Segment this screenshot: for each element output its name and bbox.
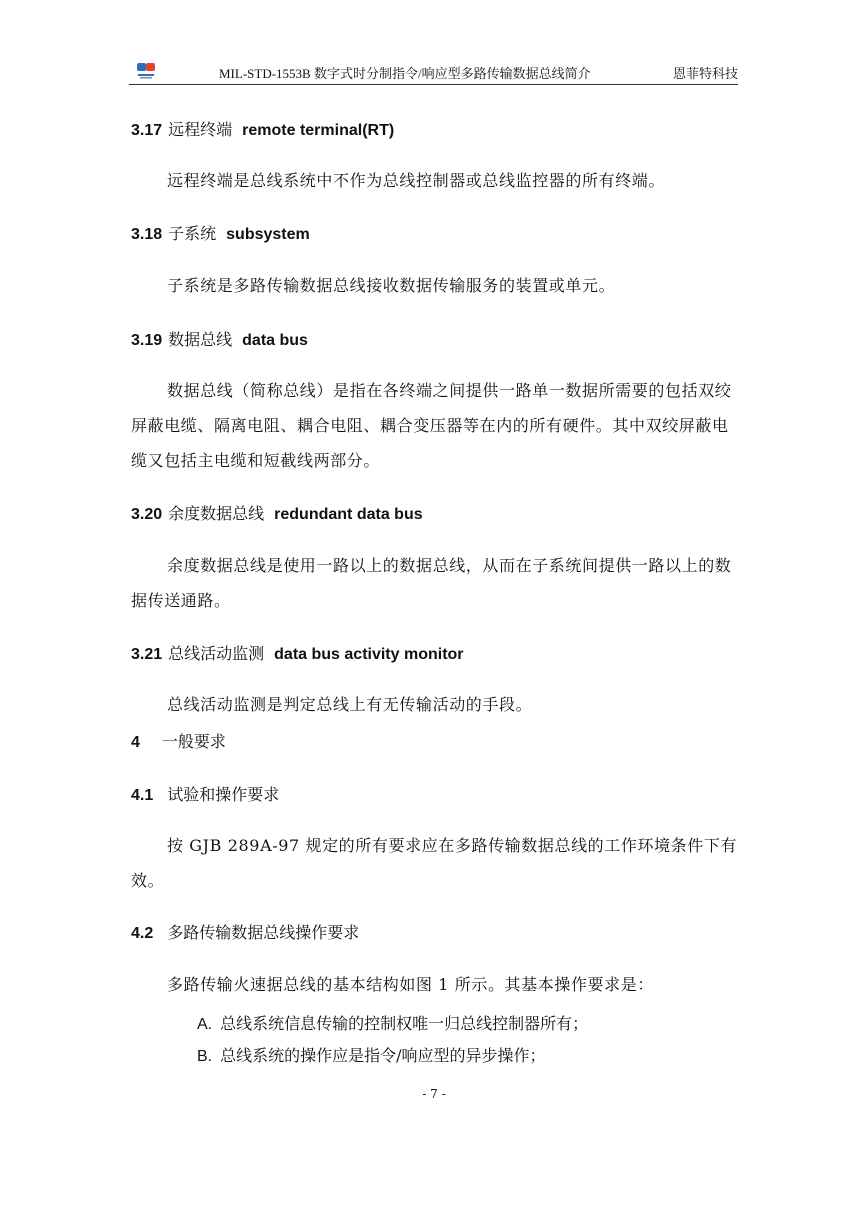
- section-title-en: subsystem: [226, 226, 310, 243]
- list-item-text: 总线系统的操作应是指令/响应型的异步操作；: [220, 1046, 546, 1065]
- header-company: 恩菲特科技: [672, 67, 738, 82]
- section-title-zh: 数据总线: [168, 330, 233, 349]
- section-number: 4: [131, 734, 140, 751]
- page-number: - 7 -: [422, 1087, 446, 1101]
- section-number: 3.20: [131, 506, 163, 523]
- section-heading-3-20: [131, 501, 741, 524]
- section-title-zh: 远程终端: [168, 120, 233, 139]
- section-paragraph-4-1: 按 GJB 289A-97 规定的所有要求应在多路传输数据总线的工作环境条件下有效。: [131, 836, 738, 890]
- section-number: 4.2: [131, 925, 154, 942]
- section-heading-4-1: [131, 782, 741, 805]
- section-title-en: remote terminal(RT): [242, 122, 395, 139]
- section-title-zh: 多路传输数据总线操作要求: [167, 923, 360, 942]
- section-title-zh: 试验和操作要求: [167, 785, 280, 804]
- section-paragraph-3-17: 远程终端是总线系统中不作为总线控制器或总线监控器的所有终端。: [167, 171, 666, 190]
- list-item-text: 总线系统信息传输的控制权唯一归总线控制器所有；: [220, 1014, 589, 1033]
- section-number: 3.18: [131, 226, 163, 243]
- section-paragraph-3-19: 数据总线（简称总线）是指在各终端之间提供一路单一数据所需要的包括双绞屏蔽电缆、隔离电阻、耦合电阻、耦合变压器等在内的所有硬件。其中双绞屏蔽电缆又包括主电缆和短截线两部分。: [131, 381, 732, 470]
- list-item: [197, 1011, 588, 1034]
- list-item-letter: A.: [197, 1016, 213, 1033]
- section-paragraph-3-20: 余度数据总线是使用一路以上的数据总线，从而在子系统间提供一路以上的数据传送通路。: [131, 556, 732, 610]
- section-number: 3.21: [131, 646, 163, 663]
- page-header: [129, 60, 738, 85]
- section-title-zh: 子系统: [168, 224, 217, 243]
- section-number: 3.19: [131, 332, 163, 349]
- section-number: 4.1: [131, 787, 154, 804]
- section-title-en: data bus activity monitor: [274, 646, 464, 663]
- section-number: 3.17: [131, 122, 163, 139]
- company-logo-icon: [135, 62, 157, 80]
- section-paragraph-3-21: 总线活动监测是判定总线上有无传输活动的手段。: [167, 695, 533, 714]
- section-heading-3-21: [131, 641, 741, 664]
- section-title-en: data bus: [242, 332, 308, 349]
- list-item: [197, 1043, 546, 1066]
- section-title-zh: 总线活动监测: [168, 644, 265, 663]
- list-item-letter: B.: [197, 1048, 213, 1065]
- section-heading-4: [131, 729, 741, 752]
- section-paragraph-3-18: 子系统是多路传输数据总线接收数据传输服务的装置或单元。: [167, 276, 616, 295]
- section-title-zh: 一般要求: [161, 732, 226, 751]
- section-heading-4-2: [131, 920, 741, 943]
- section-heading-3-17: [131, 117, 741, 140]
- section-title-zh: 余度数据总线: [168, 504, 265, 523]
- header-title: MIL-STD-1553B 数字式时分制指令/响应型多路传输数据总线简介: [219, 66, 591, 81]
- section-title-en: redundant data bus: [274, 506, 423, 523]
- section-heading-3-19: [131, 327, 741, 350]
- section-heading-3-18: [131, 221, 741, 244]
- section-paragraph-4-2: 多路传输火速据总线的基本结构如图 1 所示。其基本操作要求是：: [167, 975, 654, 994]
